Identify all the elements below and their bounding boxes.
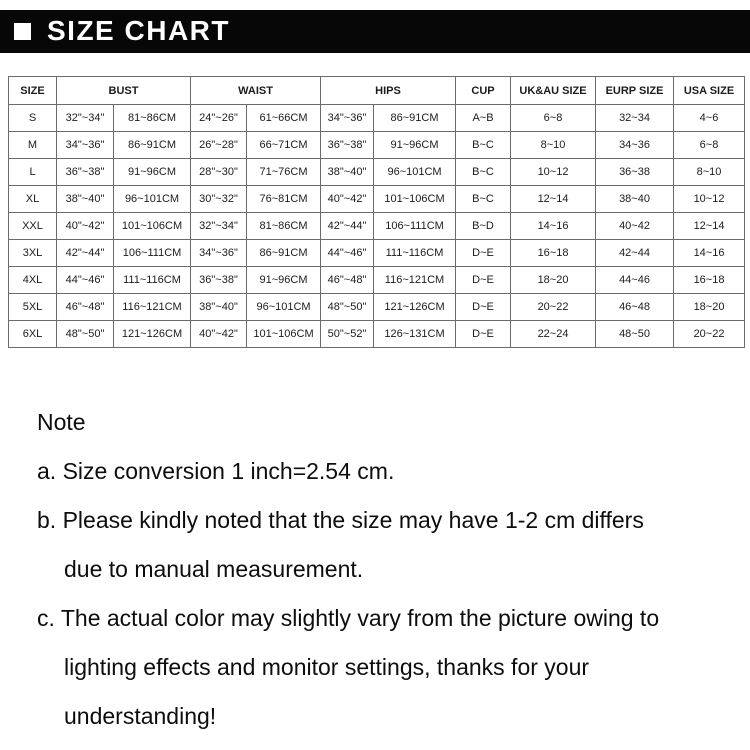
header-cell-waist: WAIST — [191, 77, 321, 105]
table-cell: 16~18 — [511, 240, 596, 267]
table-cell: 106~111CM — [374, 213, 456, 240]
note-line-c: c. The actual color may slightly vary from the picture owing to — [37, 605, 660, 631]
table-cell: 38~40 — [596, 186, 674, 213]
table-cell: 44"~46" — [321, 240, 374, 267]
table-cell: 18~20 — [511, 267, 596, 294]
table-cell: 121~126CM — [374, 294, 456, 321]
table-body — [9, 105, 745, 348]
table-cell: 121~126CM — [114, 321, 191, 348]
size-label-cell: 5XL — [9, 294, 57, 321]
table-cell: 96~101CM — [247, 294, 321, 321]
table-cell: 48"~50" — [57, 321, 114, 348]
table-cell: 26"~28" — [191, 132, 247, 159]
white-square-icon — [14, 23, 31, 40]
table-cell: 111~116CM — [114, 267, 191, 294]
table-cell: 36"~38" — [191, 267, 247, 294]
table-cell: 38"~40" — [57, 186, 114, 213]
notes-section — [37, 398, 737, 741]
header-cell-usa: USA SIZE — [674, 77, 745, 105]
table-row — [9, 213, 745, 240]
table-cell: 32~34 — [596, 105, 674, 132]
table-row — [9, 240, 745, 267]
table-cell: 28"~30" — [191, 159, 247, 186]
table-row — [9, 294, 745, 321]
size-label-cell: XXL — [9, 213, 57, 240]
table-cell: 50"~52" — [321, 321, 374, 348]
table-cell: 46~48 — [596, 294, 674, 321]
table-cell: 10~12 — [511, 159, 596, 186]
table-cell: 10~12 — [674, 186, 745, 213]
table-cell: 46"~48" — [321, 267, 374, 294]
table-cell: B~C — [456, 159, 511, 186]
table-cell: 48~50 — [596, 321, 674, 348]
table-cell: 71~76CM — [247, 159, 321, 186]
table-cell: 61~66CM — [247, 105, 321, 132]
page-title: SIZE CHART — [47, 14, 230, 46]
table-cell: 14~16 — [511, 213, 596, 240]
table-cell: D~E — [456, 321, 511, 348]
table-cell: 116~121CM — [114, 294, 191, 321]
header-cell-hips: HIPS — [321, 77, 456, 105]
table-cell: 96~101CM — [114, 186, 191, 213]
table-cell: 12~14 — [674, 213, 745, 240]
size-label-cell: XL — [9, 186, 57, 213]
table-cell: 44~46 — [596, 267, 674, 294]
size-label-cell: 4XL — [9, 267, 57, 294]
table-cell: 42"~44" — [321, 213, 374, 240]
table-cell: 8~10 — [674, 159, 745, 186]
table-cell: 18~20 — [674, 294, 745, 321]
header-cell-cup: CUP — [456, 77, 511, 105]
table-cell: 40"~42" — [191, 321, 247, 348]
table-cell: 32"~34" — [57, 105, 114, 132]
header-cell-eurp: EURP SIZE — [596, 77, 674, 105]
table-row — [9, 321, 745, 348]
table-row — [9, 105, 745, 132]
table-cell: 38"~40" — [321, 159, 374, 186]
table-cell: 46"~48" — [57, 294, 114, 321]
table-cell: 4~6 — [674, 105, 745, 132]
table-cell: 40~42 — [596, 213, 674, 240]
table-cell: 16~18 — [674, 267, 745, 294]
table-cell: 12~14 — [511, 186, 596, 213]
table-cell: 40"~42" — [57, 213, 114, 240]
table-cell: 22~24 — [511, 321, 596, 348]
table-cell: 36"~38" — [57, 159, 114, 186]
table-row — [9, 267, 745, 294]
note-line-b: b. Please kindly noted that the size may have 1-2 cm differs — [37, 507, 644, 533]
size-table — [8, 76, 745, 348]
table-cell: 24"~26" — [191, 105, 247, 132]
table-cell: D~E — [456, 267, 511, 294]
table-row — [9, 132, 745, 159]
table-cell: B~D — [456, 213, 511, 240]
table-row — [9, 159, 745, 186]
size-label-cell: 3XL — [9, 240, 57, 267]
table-cell: 34~36 — [596, 132, 674, 159]
size-label-cell: M — [9, 132, 57, 159]
table-cell: 34"~36" — [57, 132, 114, 159]
header-bar — [0, 10, 750, 53]
table-header-row — [9, 77, 745, 105]
table-cell: 101~106CM — [247, 321, 321, 348]
table-cell: 106~111CM — [114, 240, 191, 267]
table-cell: 111~116CM — [374, 240, 456, 267]
note-line-b-cont: due to manual measurement. — [64, 556, 364, 582]
table-cell: 20~22 — [511, 294, 596, 321]
table-cell: 101~106CM — [114, 213, 191, 240]
table-cell: 14~16 — [674, 240, 745, 267]
table-cell: 30"~32" — [191, 186, 247, 213]
note-title: Note — [37, 409, 86, 435]
table-cell: 66~71CM — [247, 132, 321, 159]
table-cell: 101~106CM — [374, 186, 456, 213]
table-cell: 20~22 — [674, 321, 745, 348]
note-line-c-cont: lighting effects and monitor settings, thanks for your — [64, 654, 590, 680]
table-cell: 81~86CM — [114, 105, 191, 132]
table-cell: 34"~36" — [191, 240, 247, 267]
header-cell-bust: BUST — [57, 77, 191, 105]
header-cell-size: SIZE — [9, 77, 57, 105]
table-cell: 116~121CM — [374, 267, 456, 294]
table-row — [9, 186, 745, 213]
table-cell: A~B — [456, 105, 511, 132]
table-cell: 8~10 — [511, 132, 596, 159]
table-cell: 32"~34" — [191, 213, 247, 240]
table-cell: 86~91CM — [374, 105, 456, 132]
size-label-cell: L — [9, 159, 57, 186]
size-label-cell: S — [9, 105, 57, 132]
table-cell: B~C — [456, 186, 511, 213]
table-cell: 42~44 — [596, 240, 674, 267]
table-cell: 6~8 — [674, 132, 745, 159]
table-cell: 86~91CM — [247, 240, 321, 267]
note-line-c-cont2: understanding! — [64, 703, 217, 729]
table-cell: 48"~50" — [321, 294, 374, 321]
header-cell-ukau: UK&AU SIZE — [511, 77, 596, 105]
table-cell: 44"~46" — [57, 267, 114, 294]
table-cell: 91~96CM — [114, 159, 191, 186]
table-cell: 40"~42" — [321, 186, 374, 213]
table-cell: 6~8 — [511, 105, 596, 132]
table-cell: 76~81CM — [247, 186, 321, 213]
table-cell: 91~96CM — [374, 132, 456, 159]
table-cell: 96~101CM — [374, 159, 456, 186]
table-cell: 36"~38" — [321, 132, 374, 159]
note-line-a: a. Size conversion 1 inch=2.54 cm. — [37, 458, 395, 484]
table-cell: 36~38 — [596, 159, 674, 186]
table-cell: 86~91CM — [114, 132, 191, 159]
table-cell: 81~86CM — [247, 213, 321, 240]
table-cell: 34"~36" — [321, 105, 374, 132]
table-cell: D~E — [456, 240, 511, 267]
table-cell: 126~131CM — [374, 321, 456, 348]
table-cell: D~E — [456, 294, 511, 321]
table-cell: B~C — [456, 132, 511, 159]
table-cell: 42"~44" — [57, 240, 114, 267]
table-cell: 91~96CM — [247, 267, 321, 294]
table-cell: 38"~40" — [191, 294, 247, 321]
size-label-cell: 6XL — [9, 321, 57, 348]
